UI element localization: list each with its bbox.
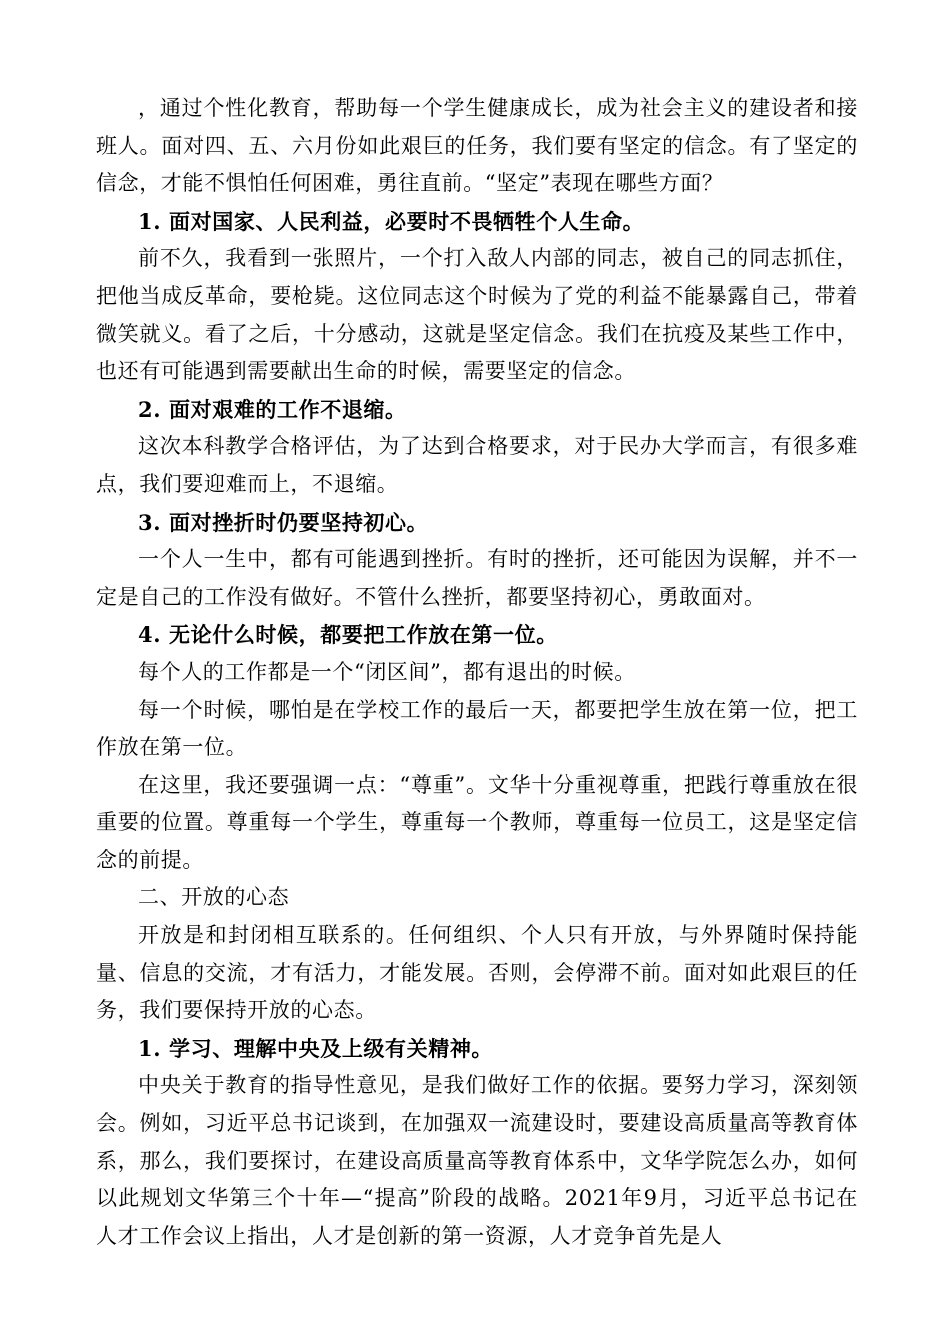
subheading-2-difficult-work: 2. 面对艰难的工作不退缩。 [138, 396, 407, 422]
body-paragraph: 这次本科教学合格评估，为了达到合格要求，对于民办大学而言，有很多难点，我们要迎难而上，不退缩。 [96, 434, 858, 496]
body-paragraph: ，通过个性化教育，帮助每一个学生健康成长，成为社会主义的建设者和接班人。面对四、五、六月份如此艰巨的任务，我们要有坚定的信念。有了坚定的信念，才能不惧怕任何困难，勇往直前。“坚定”表现在哪些方面？ [96, 96, 858, 196]
body-paragraph: 每个人的工作都是一个“闭区间”，都有退出的时候。 [138, 659, 636, 684]
body-paragraph: 开放是和封闭相互联系的。任何组织、个人只有开放，与外界随时保持能量、信息的交流，才有活力，才能发展。否则，会停滞不前。面对如此艰巨的任务，我们要保持开放的心态。 [96, 923, 858, 1023]
subheading-4-work-first: 4. 无论什么时候，都要把工作放在第一位。 [138, 622, 558, 648]
body-paragraph: 中央关于教育的指导性意见，是我们做好工作的依据。要努力学习，深刻领会。例如，习近平总书记谈到，在加强双一流建设时，要建设高质量高等教育体系，那么，我们要探讨，在建设高质量高等教育体系中，文华学院怎么办，如何以此规划文华第三个十年—“提高”阶段的战略。2021年9月，习近平总书记在人才工作会议上指出，人才是创新的第一资源，人才竞争首先是人 [96, 1073, 858, 1248]
document-page [96, 90, 858, 1255]
body-paragraph: 前不久，我看到一张照片，一个打入敌人内部的同志，被自己的同志抓住，把他当成反革命，要枪毙。这位同志这个时候为了党的利益不能暴露自己，带着微笑就义。看了之后，十分感动，这就是坚定信念。我们在抗疫及某些工作中，也还有可能遇到需要献出生命的时候，需要坚定的信念。 [96, 246, 858, 384]
body-paragraph: 在这里，我还要强调一点：“尊重”。文华十分重视尊重，把践行尊重放在很重要的位置。尊重每一个学生，尊重每一个教师，尊重每一位员工，这是坚定信念的前提。 [96, 772, 858, 872]
subheading-1-study-central-spirit: 1. 学习、理解中央及上级有关精神。 [138, 1035, 494, 1061]
body-paragraph: 每一个时候，哪怕是在学校工作的最后一天，都要把学生放在第一位，把工作放在第一位。 [96, 697, 858, 760]
body-paragraph: 一个人一生中，都有可能遇到挫折。有时的挫折，还可能因为误解，并不一定是自己的工作没有做好。不管什么挫折，都要坚持初心，勇敢面对。 [96, 547, 858, 609]
section-heading-open-mindset: 二、开放的心态 [138, 885, 290, 910]
subheading-1-national-interest: 1. 面对国家、人民利益，必要时不畏牺牲个人生命。 [138, 208, 645, 234]
subheading-3-setbacks: 3. 面对挫折时仍要坚持初心。 [138, 509, 429, 535]
